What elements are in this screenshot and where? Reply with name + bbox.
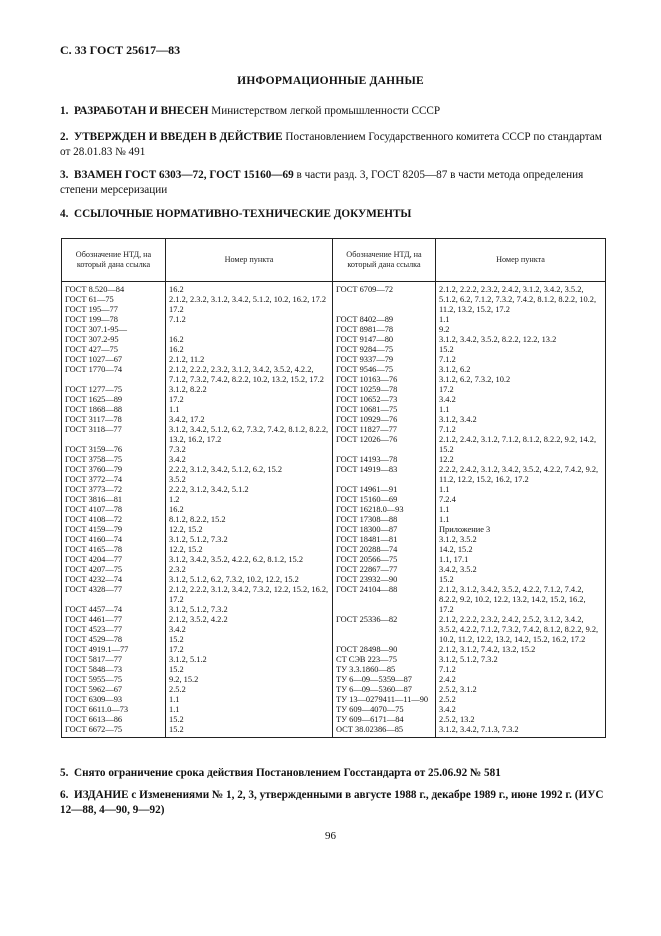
item-6 <box>60 788 605 818</box>
right-clause-number: 3.4.2 <box>439 395 456 404</box>
item-number: 1. <box>60 105 69 117</box>
col-header-clause-left: Номер пункта <box>166 239 333 282</box>
right-ntd-designation: ГОСТ 10163—76 <box>336 375 398 384</box>
right-clause-number: 2.5.2, 13.2 <box>439 715 475 724</box>
item-number: 6. <box>60 789 69 801</box>
item-text: Министерством легкой промышленности СССР <box>208 105 441 117</box>
left-clause-number: 16.2 <box>169 505 184 514</box>
left-ntd-designation: ГОСТ 3118—77 <box>65 425 122 434</box>
right-clause-number: 1.1 <box>439 515 450 524</box>
item-text: в части разд. 3, ГОСТ 8205—87 в части метода определения степени мерсеризации <box>60 169 584 196</box>
item-number: 2. <box>60 131 69 143</box>
left-ntd-designation: ГОСТ 4232—74 <box>65 575 123 584</box>
right-clause-number: 7.2.4 <box>439 495 456 504</box>
left-ntd-designation: ГОСТ 5848—73 <box>65 665 123 674</box>
right-ntd-designation: ГОСТ 16218.0—93 <box>336 505 404 514</box>
left-ntd-designation: ГОСТ 3772—74 <box>65 475 123 484</box>
item-5 <box>60 766 605 781</box>
right-clause-number: 1.1 <box>439 485 450 494</box>
left-clause-number: 17.2 <box>169 305 184 314</box>
left-ntd-designation: ГОСТ 4457—74 <box>65 605 123 614</box>
right-ntd-designation: ГОСТ 8981—78 <box>336 325 394 334</box>
item-3 <box>60 168 605 198</box>
left-ntd-designation: ГОСТ 4108—72 <box>65 515 123 524</box>
right-ntd-designation: ГОСТ 10652—73 <box>336 395 398 404</box>
item-heading: ИЗДАНИЕ с Изменениями № 1, 2, 3, утвержденными в августе 1988 г., декабре 1989 г., июне 1992 г. (ИУС 12—88, 4—90, 9—92) <box>60 789 604 816</box>
left-ntd-designation: ГОСТ 1625—89 <box>65 395 123 404</box>
right-clause-number: 3.4.2 <box>439 705 456 714</box>
left-clause-number: 2.1.2, 2.2.2, 2.3.2, 3.1.2, 3.4.2, 3.5.2, 4.2.2, 7.1.2, 7.3.2, 7.4.2, 8.2.2, 10.2, 13.2, 15.2, 17.2 <box>169 365 324 385</box>
right-clause-number: 15.2 <box>439 345 454 354</box>
left-ntd-designation: ГОСТ 4919.1—77 <box>65 645 129 654</box>
left-clause-number: 3.4.2 <box>169 455 186 464</box>
left-ntd-designation: ГОСТ 307.2-95 <box>65 335 119 344</box>
right-ntd-designation: ГОСТ 9147—80 <box>336 335 394 344</box>
right-ntd-designation: ГОСТ 20566—75 <box>336 555 398 564</box>
right-clause-number: 3.1.2, 3.5.2 <box>439 535 477 544</box>
col-header-designation-right: Обозначение НТД, на который дана ссылка <box>333 239 436 282</box>
page-header: С. 33 ГОСТ 25617—83 <box>60 43 181 57</box>
item-heading: РАЗРАБОТАН И ВНЕСЕН <box>74 105 209 117</box>
page-title: ИНФОРМАЦИОННЫЕ ДАННЫЕ <box>237 75 424 87</box>
right-clause-number: 3.1.2, 6.2 <box>439 365 471 374</box>
right-ntd-designation: ТУ 6—09—5359—87 <box>336 675 412 684</box>
left-clause-number: 7.3.2 <box>169 445 186 454</box>
left-clause-number: 2.1.2, 2.3.2, 3.1.2, 3.4.2, 5.1.2, 10.2, 16.2, 17.2 <box>169 295 327 304</box>
item-text: Постановлением Государственного комитета СССР по стандартам от 28.01.83 № 491 <box>60 131 602 158</box>
left-clause-number: 16.2 <box>169 335 184 344</box>
col-header-designation-left: Обозначение НТД, на который дана ссылка <box>62 239 166 282</box>
left-clause-number: 2.1.2, 11.2 <box>169 355 205 364</box>
right-ntd-designation: ГОСТ 8402—89 <box>336 315 394 324</box>
right-clause-number: 12.2 <box>439 455 454 464</box>
left-ntd-designation: ГОСТ 6613—86 <box>65 715 123 724</box>
left-clause-number: 2.5.2 <box>169 685 186 694</box>
right-clause-number: 2.1.2, 2.2.2, 2.3.2, 2.4.2, 2.5.2, 3.1.2, 3.4.2, 3.5.2, 4.2.2, 7.1.2, 7.3.2, 7.4.2, 8.1.2, 8.2.2, 9.2, 10.2, 11.2, 12.2, 13.2, 14.2, 15.2, 16.2, 17.2 <box>439 615 599 645</box>
right-clause-number: 3.1.2, 3.4.2, 7.1.3, 7.3.2 <box>439 725 519 734</box>
right-clause-number: 1.1 <box>439 405 450 414</box>
left-clause-number: 3.1.2, 5.1.2 <box>169 655 207 664</box>
item-heading: ВЗАМЕН ГОСТ 6303—72, ГОСТ 15160—69 <box>74 169 294 181</box>
left-clause-number: 3.1.2, 5.1.2, 7.3.2 <box>169 605 228 614</box>
left-ntd-designation: ГОСТ 307.1-95— <box>65 325 127 334</box>
right-clause-number: 9.2 <box>439 325 450 334</box>
right-ntd-designation: ГОСТ 17308—88 <box>336 515 398 524</box>
right-clause-number: 3.1.2, 5.1.2, 7.3.2 <box>439 655 498 664</box>
right-clause-number: 2.1.2, 3.1.2, 7.4.2, 13.2, 15.2 <box>439 645 536 654</box>
left-clause-number <box>169 325 329 335</box>
left-ntd-designation: ГОСТ 1770—74 <box>65 365 123 374</box>
item-4 <box>60 207 605 222</box>
left-ntd-designation: ГОСТ 5817—77 <box>65 655 123 664</box>
left-ntd-designation: ГОСТ 5955—75 <box>65 675 123 684</box>
right-clause-number: 2.5.2 <box>439 695 456 704</box>
right-ntd-designation: СТ СЭВ 223—75 <box>336 655 397 664</box>
left-ntd-designation: ГОСТ 4207—75 <box>65 565 123 574</box>
left-ntd-designation: ГОСТ 4461—77 <box>65 615 123 624</box>
left-ntd-designation: ГОСТ 3773—72 <box>65 485 123 494</box>
right-clause-number: 1.1 <box>439 315 450 324</box>
left-clause-number: 12.2, 15.2 <box>169 545 203 554</box>
right-ntd-designation: ГОСТ 9337—79 <box>336 355 394 364</box>
right-ntd-designation: ГОСТ 9284—75 <box>336 345 394 354</box>
left-ntd-designation: ГОСТ 1027—67 <box>65 355 123 364</box>
left-ntd-designation: ГОСТ 1868—88 <box>65 405 123 414</box>
right-clause-number: 1.1 <box>439 505 450 514</box>
right-ntd-designation: ТУ 3.3.1860—85 <box>336 665 396 674</box>
right-clause-number: 17.2 <box>439 385 454 394</box>
left-clause-number: 3.1.2, 3.4.2, 3.5.2, 4.2.2, 6.2, 8.1.2, 15.2 <box>169 555 303 564</box>
item-heading: Снято ограничение срока действия Постановлением Госстандарта от 25.06.92 № 581 <box>74 767 501 779</box>
right-ntd-designation: ТУ 609—6171—84 <box>336 715 404 724</box>
left-ntd-designation: ГОСТ 199—78 <box>65 315 118 324</box>
right-designation-column <box>333 282 436 738</box>
item-number: 5. <box>60 767 69 779</box>
left-ntd-designation: ГОСТ 195—77 <box>65 305 118 314</box>
right-clause-number: 3.4.2, 3.5.2 <box>439 565 477 574</box>
item-1 <box>60 104 605 119</box>
right-ntd-designation: ГОСТ 10681—75 <box>336 405 398 414</box>
left-clause-number: 3.5.2 <box>169 475 186 484</box>
left-clause-number: 2.2.2, 3.1.2, 3.4.2, 5.1.2, 6.2, 15.2 <box>169 465 283 474</box>
left-clause-number: 2.1.2, 3.5.2, 4.2.2 <box>169 615 228 624</box>
right-clause-number: 2.5.2, 3.1.2 <box>439 685 477 694</box>
left-clause-number: 3.1.2, 8.2.2 <box>169 385 207 394</box>
left-clause-number: 9.2, 15.2 <box>169 675 199 684</box>
right-clause-number: 14.2, 15.2 <box>439 545 473 554</box>
left-clause-number: 1.1 <box>169 405 180 414</box>
right-ntd-designation: ГОСТ 9546—75 <box>336 365 394 374</box>
right-ntd-designation: ГОСТ 10259—78 <box>336 385 398 394</box>
right-ntd-designation: ГОСТ 28498—90 <box>336 645 398 654</box>
left-ntd-designation: ГОСТ 6611.0—73 <box>65 705 129 714</box>
left-ntd-designation: ГОСТ 6672—75 <box>65 725 123 734</box>
right-ntd-designation: ОСТ 38.02386—85 <box>336 725 404 734</box>
right-ntd-designation: ТУ 609—4070—75 <box>336 705 404 714</box>
right-ntd-designation: ГОСТ 14961—91 <box>336 485 398 494</box>
right-ntd-designation: ТУ 6—09—5360—87 <box>336 685 412 694</box>
right-ntd-designation: ГОСТ 18300—87 <box>336 525 398 534</box>
right-clause-number: 3.1.2, 3.4.2, 3.5.2, 8.2.2, 12.2, 13.2 <box>439 335 557 344</box>
left-clause-number: 16.2 <box>169 285 184 294</box>
right-clause-number: 7.1.2 <box>439 425 456 434</box>
left-clause-column <box>166 282 333 738</box>
left-clause-number: 15.2 <box>169 635 184 644</box>
left-ntd-designation: ГОСТ 4107—78 <box>65 505 123 514</box>
left-clause-number: 12.2, 15.2 <box>169 525 203 534</box>
left-clause-number: 1.2 <box>169 495 180 504</box>
right-ntd-designation: ГОСТ 24104—88 <box>336 585 398 594</box>
right-clause-number: 2.1.2, 2.2.2, 2.3.2, 2.4.2, 3.1.2, 3.4.2, 3.5.2, 5.1.2, 6.2, 7.1.2, 7.3.2, 7.4.2, 8.1.2, 8.2.2, 10.2, 11.2, 13.2, 15.2, 17.2 <box>439 285 597 315</box>
right-clause-number: 2.2.2, 2.4.2, 3.1.2, 3.4.2, 3.5.2, 4.2.2, 7.4.2, 9.2, 11.2, 12.2, 15.2, 16.2, 17.2 <box>439 465 599 485</box>
left-clause-number: 17.2 <box>169 395 184 404</box>
right-ntd-designation: ГОСТ 22867—77 <box>336 565 398 574</box>
page-number: 96 <box>325 830 336 842</box>
references-table <box>61 238 606 738</box>
left-clause-number: 3.1.2, 5.1.2, 7.3.2 <box>169 535 228 544</box>
left-ntd-designation: ГОСТ 4160—74 <box>65 535 123 544</box>
left-clause-number: 15.2 <box>169 665 184 674</box>
left-ntd-designation: ГОСТ 4204—77 <box>65 555 123 564</box>
right-clause-number: 1.1, 17.1 <box>439 555 469 564</box>
right-clause-number: Приложение 3 <box>439 525 491 534</box>
left-clause-number: 1.1 <box>169 705 180 714</box>
left-clause-number: 2.2.2, 3.1.2, 3.4.2, 5.1.2 <box>169 485 249 494</box>
left-clause-number: 1.1 <box>169 695 180 704</box>
left-ntd-designation: ГОСТ 427—75 <box>65 345 118 354</box>
right-clause-number: 7.1.2 <box>439 665 456 674</box>
left-clause-number: 2.3.2 <box>169 565 186 574</box>
left-clause-number: 7.1.2 <box>169 315 186 324</box>
right-clause-number: 2.1.2, 3.1.2, 3.4.2, 3.5.2, 4.2.2, 7.1.2, 7.4.2, 8.2.2, 9.2, 10.2, 12.2, 13.2, 14.2, 15.2, 16.2, 17.2 <box>439 585 586 615</box>
left-ntd-designation: ГОСТ 6309—93 <box>65 695 123 704</box>
left-clause-number: 8.1.2, 8.2.2, 15.2 <box>169 515 226 524</box>
item-heading: ССЫЛОЧНЫЕ НОРМАТИВНО-ТЕХНИЧЕСКИЕ ДОКУМЕНТЫ <box>74 208 412 220</box>
right-clause-number: 2.4.2 <box>439 675 456 684</box>
left-ntd-designation: ГОСТ 3159—76 <box>65 445 123 454</box>
right-ntd-designation: ГОСТ 6709—72 <box>336 285 394 294</box>
left-ntd-designation: ГОСТ 4159—79 <box>65 525 123 534</box>
right-clause-number: 7.1.2 <box>439 355 456 364</box>
right-ntd-designation: ГОСТ 23932—90 <box>336 575 398 584</box>
left-ntd-designation: ГОСТ 4328—77 <box>65 585 123 594</box>
left-ntd-designation: ГОСТ 5962—67 <box>65 685 123 694</box>
left-ntd-designation: ГОСТ 4165—78 <box>65 545 123 554</box>
right-ntd-designation: ГОСТ 15160—69 <box>336 495 398 504</box>
left-ntd-designation: ГОСТ 3117—78 <box>65 415 122 424</box>
item-heading: УТВЕРЖДЕН И ВВЕДЕН В ДЕЙСТВИЕ <box>74 131 283 143</box>
right-clause-number: 15.2 <box>439 575 454 584</box>
right-clause-column <box>436 282 606 738</box>
right-ntd-designation: ГОСТ 20288—74 <box>336 545 398 554</box>
left-clause-number: 15.2 <box>169 715 184 724</box>
left-ntd-designation: ГОСТ 61—75 <box>65 295 114 304</box>
left-ntd-designation: ГОСТ 3760—79 <box>65 465 123 474</box>
left-ntd-designation: ГОСТ 3758—75 <box>65 455 123 464</box>
left-clause-number: 3.1.2, 3.4.2, 5.1.2, 6.2, 7.3.2, 7.4.2, 8.1.2, 8.2.2, 13.2, 16.2, 17.2 <box>169 425 329 445</box>
left-clause-number: 3.1.2, 5.1.2, 6.2, 7.3.2, 10.2, 12.2, 15.2 <box>169 575 299 584</box>
col-header-clause-right: Номер пункта <box>436 239 606 282</box>
left-designation-column <box>62 282 166 738</box>
left-ntd-designation: ГОСТ 4523—77 <box>65 625 123 634</box>
left-ntd-designation: ГОСТ 3816—81 <box>65 495 123 504</box>
item-number: 3. <box>60 169 69 181</box>
right-ntd-designation: ТУ 13—0279411—11—90 <box>336 695 429 704</box>
left-clause-number: 17.2 <box>169 645 184 654</box>
right-ntd-designation: ГОСТ 14919—83 <box>336 465 398 474</box>
right-clause-number: 3.1.2, 3.4.2 <box>439 415 477 424</box>
left-clause-number: 2.1.2, 2.2.2, 3.1.2, 3.4.2, 7.3.2, 12.2, 15.2, 16.2, 17.2 <box>169 585 329 605</box>
right-clause-number: 3.1.2, 6.2, 7.3.2, 10.2 <box>439 375 511 384</box>
left-ntd-designation: ГОСТ 4529—78 <box>65 635 123 644</box>
right-ntd-designation: ГОСТ 12026—76 <box>336 435 398 444</box>
right-ntd-designation: ГОСТ 18481—81 <box>336 535 398 544</box>
left-clause-number: 3.4.2 <box>169 625 186 634</box>
right-ntd-designation: ГОСТ 11827—77 <box>336 425 397 434</box>
left-ntd-designation: ГОСТ 1277—75 <box>65 385 123 394</box>
item-2 <box>60 130 605 160</box>
right-ntd-designation: ГОСТ 25336—82 <box>336 615 398 624</box>
right-ntd-designation: ГОСТ 14193—78 <box>336 455 398 464</box>
right-ntd-designation: ГОСТ 10929—76 <box>336 415 398 424</box>
right-clause-number: 2.1.2, 2.4.2, 3.1.2, 7.1.2, 8.1.2, 8.2.2, 9.2, 14.2, 15.2 <box>439 435 597 455</box>
item-number: 4. <box>60 208 69 220</box>
left-clause-number: 16.2 <box>169 345 184 354</box>
left-clause-number: 15.2 <box>169 725 184 734</box>
left-ntd-designation: ГОСТ 8.520—84 <box>65 285 125 294</box>
left-clause-number: 3.4.2, 17.2 <box>169 415 205 424</box>
